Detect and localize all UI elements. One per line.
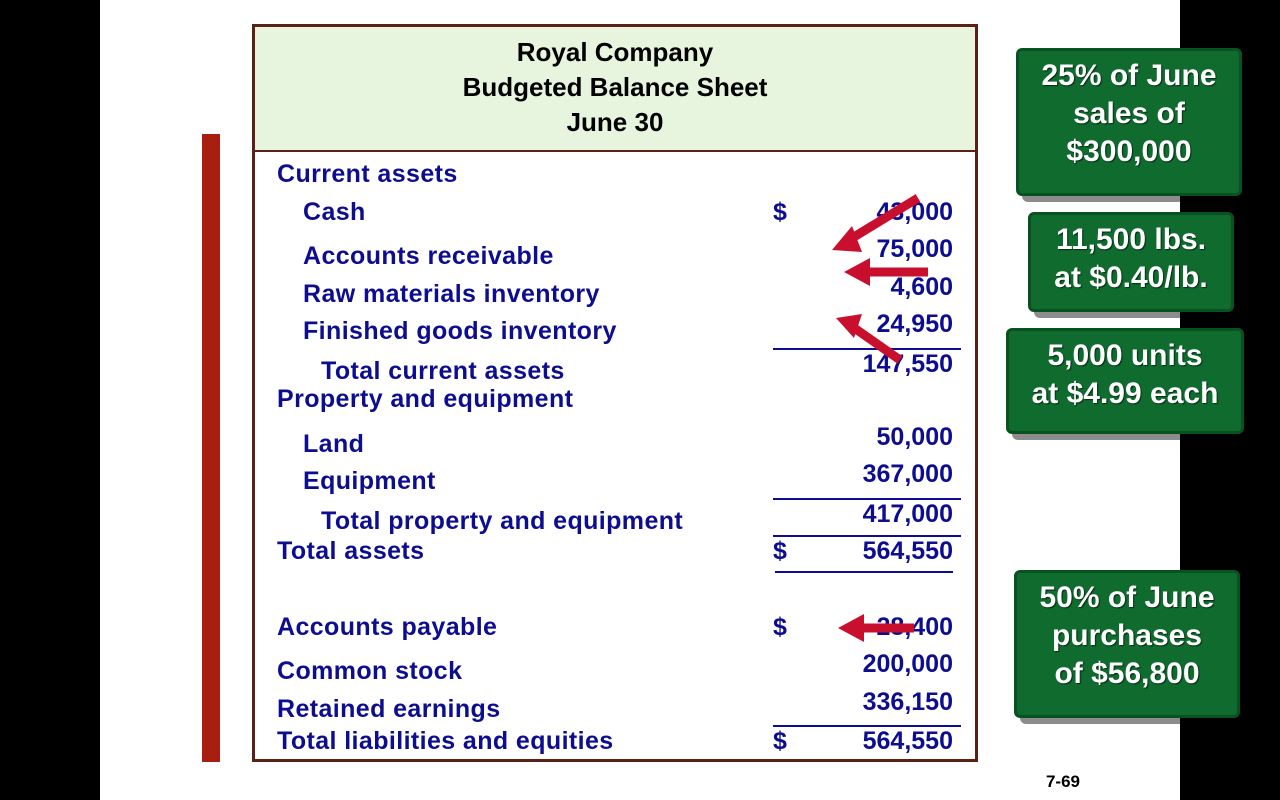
row-amount: 200,000: [862, 650, 953, 678]
callout-arrows: [100, 0, 1180, 800]
callout-line: 25% of June: [1041, 59, 1217, 92]
row-label: Total assets: [277, 537, 425, 565]
row-amount: 147,550: [862, 349, 953, 378]
row-currency: $: [773, 727, 787, 755]
callout-line: 11,500 lbs.: [1055, 223, 1207, 256]
row-label: Total current assets: [321, 356, 565, 385]
row-amount: 564,550: [862, 727, 953, 755]
row-label: Accounts payable: [277, 612, 498, 641]
callout-line: 5,000 units: [1047, 339, 1203, 372]
row-amount: 75,000: [876, 235, 953, 263]
arrow-to-finished-goods: [836, 314, 900, 360]
row-label: Common stock: [277, 657, 463, 685]
callout-line: purchases: [1051, 619, 1203, 652]
row-amount: 50,000: [876, 422, 953, 451]
callout-line: at $4.99 each: [1031, 377, 1219, 410]
arrow-to-accounts-payable: [838, 614, 914, 642]
row-label: Cash: [303, 197, 366, 226]
slide-canvas: [100, 0, 1219, 800]
row-amount: 564,550: [862, 537, 953, 565]
row-amount: 367,000: [862, 460, 953, 488]
row-amount: 43,000: [876, 197, 953, 226]
row-currency: $: [773, 197, 787, 226]
row-label: Retained earnings: [277, 694, 501, 723]
row-label: Accounts receivable: [303, 242, 554, 270]
callout-line: sales of: [1073, 97, 1185, 130]
row-label: Total property and equipment: [321, 506, 684, 535]
statement-title-name: Budgeted Balance Sheet: [462, 72, 768, 102]
arrow-to-accounts-receivable: [832, 198, 918, 252]
row-currency: $: [773, 537, 787, 565]
row-label: Property and equipment: [277, 385, 574, 413]
row-amount: 336,150: [862, 687, 953, 716]
row-label: Raw materials inventory: [303, 279, 600, 308]
row-amount: 28,400: [876, 612, 953, 641]
row-label: Finished goods inventory: [303, 317, 617, 345]
callout-line: at $0.40/lb.: [1054, 261, 1208, 294]
page-number: 7-69: [1045, 772, 1080, 791]
row-amount: 417,000: [862, 499, 953, 528]
row-amount: 4,600: [890, 272, 953, 301]
statement-title-date: June 30: [566, 107, 664, 137]
arrow-to-raw-materials: [844, 258, 928, 286]
callout-line: 50% of June: [1039, 581, 1215, 614]
row-label: Current assets: [277, 160, 458, 188]
row-label: Land: [303, 429, 365, 458]
row-currency: $: [773, 612, 787, 641]
row-label: Equipment: [303, 467, 436, 495]
statement-title-company: Royal Company: [516, 37, 714, 67]
callout-line: of $56,800: [1054, 657, 1200, 690]
callout-line: $300,000: [1066, 135, 1192, 168]
row-label: Total liabilities and equities: [277, 727, 614, 755]
row-amount: 24,950: [876, 310, 953, 338]
